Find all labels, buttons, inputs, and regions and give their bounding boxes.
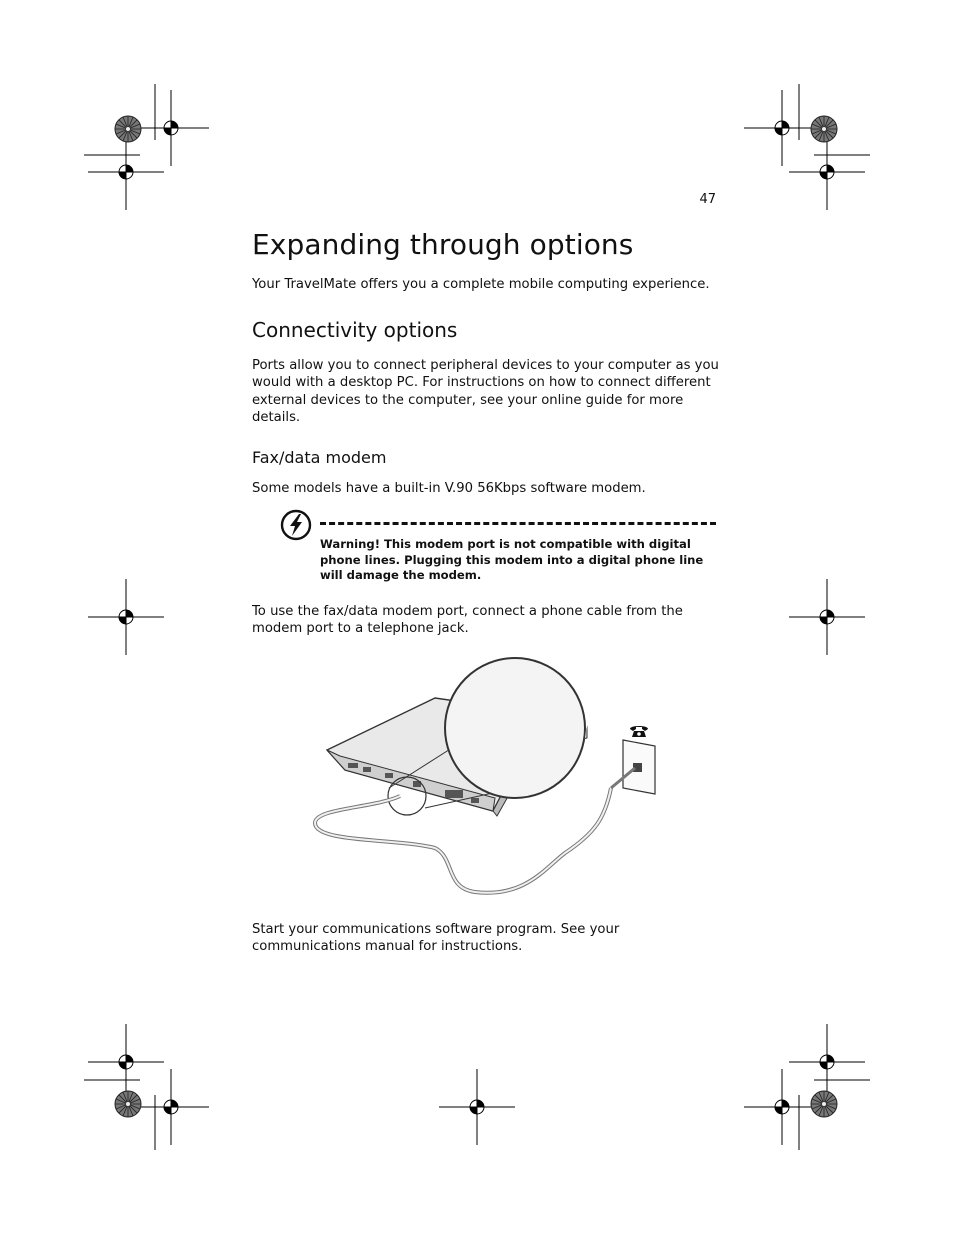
telephone-icon: [628, 723, 650, 739]
instruction-paragraph: To use the fax/data modem port, connect a phone cable from the modem port to a telephone jack.: [252, 604, 683, 637]
connectivity-heading: Connectivity options: [252, 318, 458, 342]
warning-text: Warning! This modem port is not compatible with digital phone lines. Plugging this modem into a digital phone line will damage the modem.: [320, 537, 704, 583]
modem-heading: Fax/data modem: [252, 448, 387, 467]
modem-connection-illustration: [305, 648, 665, 898]
closing-paragraph: Start your communications software program. See your communications manual for instructions.: [252, 922, 620, 955]
lightning-bolt-icon: [280, 509, 312, 541]
warning-divider: [320, 522, 716, 525]
page-title: Expanding through options: [252, 228, 634, 261]
connectivity-paragraph: Ports allow you to connect peripheral devices to your computer as you would with a desktop PC. For instructions on how to connect different external devices to the computer, see your online guide for more details.: [252, 358, 719, 426]
intro-paragraph: Your TravelMate offers you a complete mobile computing experience.: [252, 277, 710, 292]
page-number: 47: [699, 192, 716, 207]
modem-paragraph: Some models have a built-in V.90 56Kbps software modem.: [252, 481, 646, 496]
